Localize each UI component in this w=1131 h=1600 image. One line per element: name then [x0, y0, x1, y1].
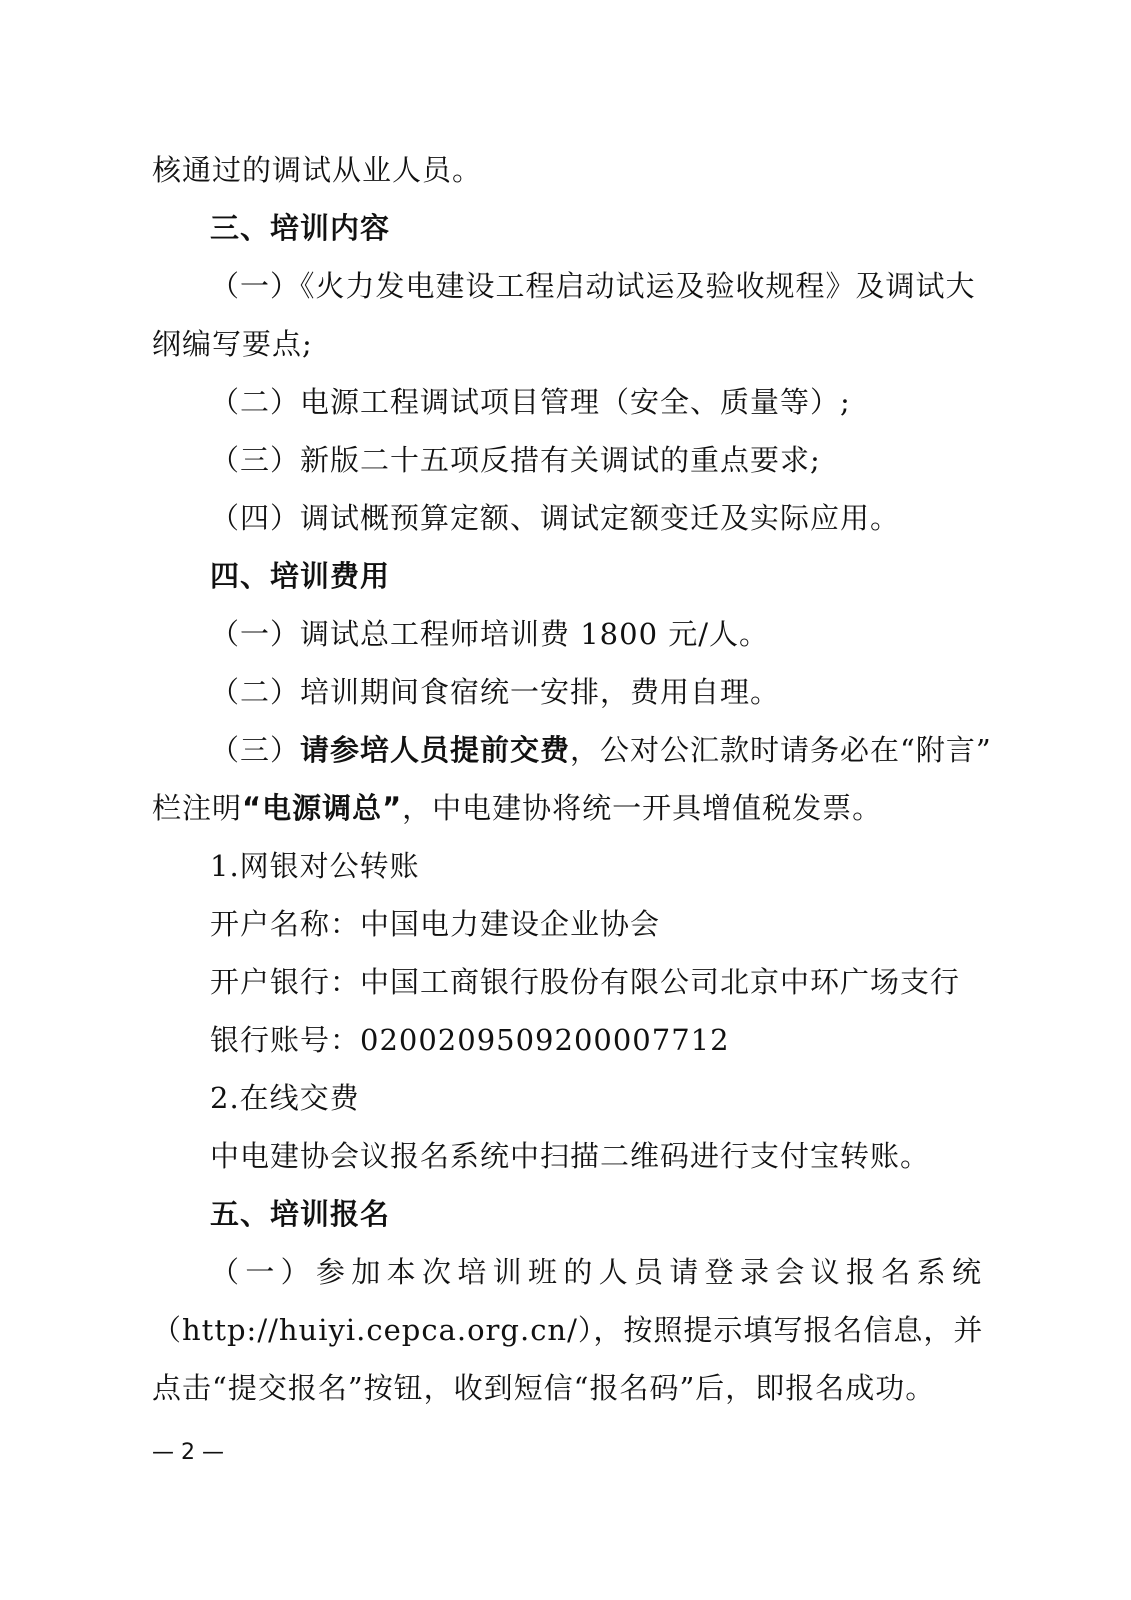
- account-number: 银行账号：0200209509200007712: [210, 1023, 730, 1057]
- fee-item-3-cont: [152, 788, 982, 828]
- registration-item-1-url-line: （http://huiyi.cepca.org.cn/），按照提示填写报名信息，并: [152, 1313, 984, 1347]
- account-name: 开户名称：中国电力建设企业协会: [210, 907, 661, 941]
- online-payment-text: 中电建协会议报名系统中扫描二维码进行支付宝转账。: [210, 1139, 931, 1173]
- fee-item-3-rest: ，公对公汇款时请务必在“附言”: [570, 733, 992, 767]
- continuation-text: 核通过的调试从业人员。: [152, 153, 483, 187]
- section-heading-registration: 五、培训报名: [210, 1197, 391, 1231]
- account-bank: 开户银行：中国工商银行股份有限公司北京中环广场支行: [210, 965, 961, 999]
- content-item-1: （一）《火力发电建设工程启动试运及验收规程》及调试大: [210, 269, 976, 303]
- fee-item-3-cont-rest: ，中电建协将统一开具增值税发票。: [402, 791, 883, 825]
- fee-item-3-cont-prefix: 栏注明: [152, 791, 243, 825]
- section-heading-training-fees: 四、培训费用: [210, 559, 391, 593]
- payment-method-1-heading: 1.网银对公转账: [210, 849, 420, 883]
- section-heading-training-content: 三、培训内容: [210, 211, 391, 245]
- fee-item-3-cont-emphasis: “电源调总”: [242, 791, 403, 825]
- payment-method-2-heading: 2.在线交费: [210, 1081, 360, 1115]
- registration-item-1: （一）参加本次培训班的人员请登录会议报名系统: [210, 1255, 982, 1289]
- fee-item-3-prefix: （三）: [210, 733, 301, 767]
- content-item-1-cont: 纲编写要点;: [152, 327, 313, 361]
- registration-item-1-cont: 点击“提交报名”按钮，收到短信“报名码”后，即报名成功。: [152, 1371, 936, 1405]
- page-number: — 2 —: [152, 1440, 224, 1465]
- fee-item-3-emphasis: 请参培人员提前交费: [300, 733, 571, 767]
- fee-item-2: （二）培训期间食宿统一安排，费用自理。: [210, 675, 781, 709]
- content-item-2: （二）电源工程调试项目管理（安全、质量等）;: [210, 385, 851, 419]
- fee-item-1: （一）调试总工程师培训费 1800 元/人。: [210, 617, 770, 651]
- content-item-3: （三）新版二十五项反措有关调试的重点要求;: [210, 443, 821, 477]
- fee-item-3: [210, 730, 992, 770]
- content-item-4: （四）调试概预算定额、调试定额变迁及实际应用。: [210, 501, 901, 535]
